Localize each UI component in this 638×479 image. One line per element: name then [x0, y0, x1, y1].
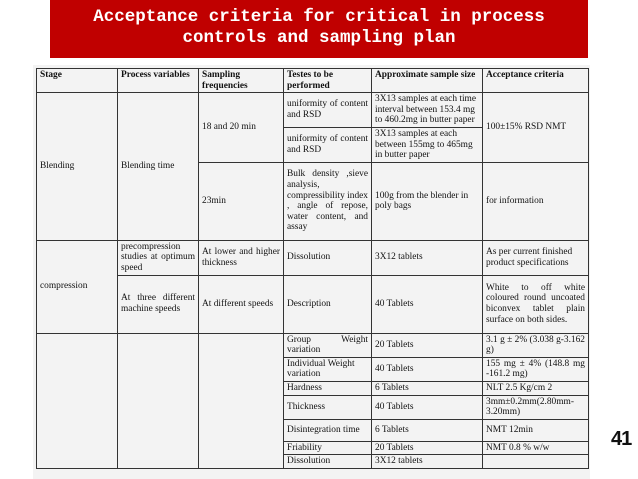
table-row [37, 93, 589, 128]
freq-lower-higher-thickness: At lower and higher thickness [199, 240, 284, 275]
acceptance-hardness: NLT 2.5 Kg/cm 2 [483, 381, 589, 395]
acceptance-dissolution-2 [483, 455, 589, 469]
acceptance-rsd: 100±15% RSD NMT [483, 93, 589, 163]
test-uniformity-1: uniformity of content and RSD [284, 93, 372, 128]
slide-title-line-1: Acceptance criteria for critical in process [93, 7, 545, 27]
test-thickness: Thickness [284, 395, 372, 419]
acceptance-thickness: 3mm±0.2mm(2.80mm-3.20mm) [483, 395, 589, 419]
variable-empty [118, 333, 199, 468]
test-description: Description [284, 275, 372, 333]
size-disintegration: 6 Tablets [372, 419, 483, 441]
freq-different-speeds: At different speeds [199, 275, 284, 333]
size-dissolution-2: 3X12 tablets [372, 455, 483, 469]
freq-23-min: 23min [199, 162, 284, 240]
test-group-weight: Group Weight variation [284, 333, 372, 357]
stage-blending: Blending [37, 93, 118, 241]
size-blending-3: 100g from the blender in poly bags [372, 162, 483, 240]
table-header-row [37, 69, 589, 93]
acceptance-individual-weight: 155 mg ± 4% (148.8 mg -161.2 mg) [483, 357, 589, 381]
test-bulk-density: Bulk density ,sieve analysis, compressibility index , angle of repose, water content, and assay [284, 162, 372, 240]
test-dissolution-2: Dissolution [284, 455, 372, 469]
document-image [33, 65, 590, 479]
size-description: 40 Tablets [372, 275, 483, 333]
variable-blending-time: Blending time [118, 93, 199, 241]
size-blending-1: 3X13 samples at each time interval between 153.4 mg to 460.2mg in butter paper [372, 93, 483, 128]
variable-machine-speeds: At three different machine speeds [118, 275, 199, 333]
acceptance-finished-product: As per current finished product specifications [483, 240, 589, 275]
page-number: 41 [611, 428, 632, 450]
test-hardness: Hardness [284, 381, 372, 395]
header-tests: Testes to be performed [284, 69, 372, 93]
slide-title-banner [50, 0, 588, 58]
size-thickness: 40 Tablets [372, 395, 483, 419]
test-friability: Friability [284, 441, 372, 455]
stage-compression: compression [37, 240, 118, 333]
header-stage: Stage [37, 69, 118, 93]
sampling-plan-table [36, 68, 589, 469]
size-dissolution-1: 3X12 tablets [372, 240, 483, 275]
header-acceptance-criteria: Acceptance criteria [483, 69, 589, 93]
acceptance-disintegration: NMT 12min [483, 419, 589, 441]
table-row [37, 333, 589, 357]
header-process-variables: Process variables [118, 69, 199, 93]
test-individual-weight: Individual Weight variation [284, 357, 372, 381]
acceptance-description: White to off white coloured round uncoated biconvex tablet plain surface on both sides. [483, 275, 589, 333]
acceptance-information: for information [483, 162, 589, 240]
size-individual-weight: 40 Tablets [372, 357, 483, 381]
table-row [37, 240, 589, 275]
test-dissolution-1: Dissolution [284, 240, 372, 275]
size-hardness: 6 Tablets [372, 381, 483, 395]
table-row [37, 275, 589, 333]
header-sample-size: Approximate sample size [372, 69, 483, 93]
acceptance-group-weight: 3.1 g ± 2% (3.038 g-3.162 g) [483, 333, 589, 357]
slide-title-line-2: controls and sampling plan [182, 28, 456, 48]
freq-18-20-min: 18 and 20 min [199, 93, 284, 163]
size-group-weight: 20 Tablets [372, 333, 483, 357]
test-uniformity-2: uniformity of content and RSD [284, 127, 372, 162]
test-disintegration: Disintegration time [284, 419, 372, 441]
size-friability: 20 Tablets [372, 441, 483, 455]
variable-precompression: precompression studies at optimum speed [118, 240, 199, 275]
freq-empty [199, 333, 284, 468]
stage-empty [37, 333, 118, 468]
acceptance-friability: NMT 0.8 % w/w [483, 441, 589, 455]
header-sampling-frequencies: Sampling frequencies [199, 69, 284, 93]
size-blending-2: 3X13 samples at each between 155mg to 465mg in butter paper [372, 127, 483, 162]
